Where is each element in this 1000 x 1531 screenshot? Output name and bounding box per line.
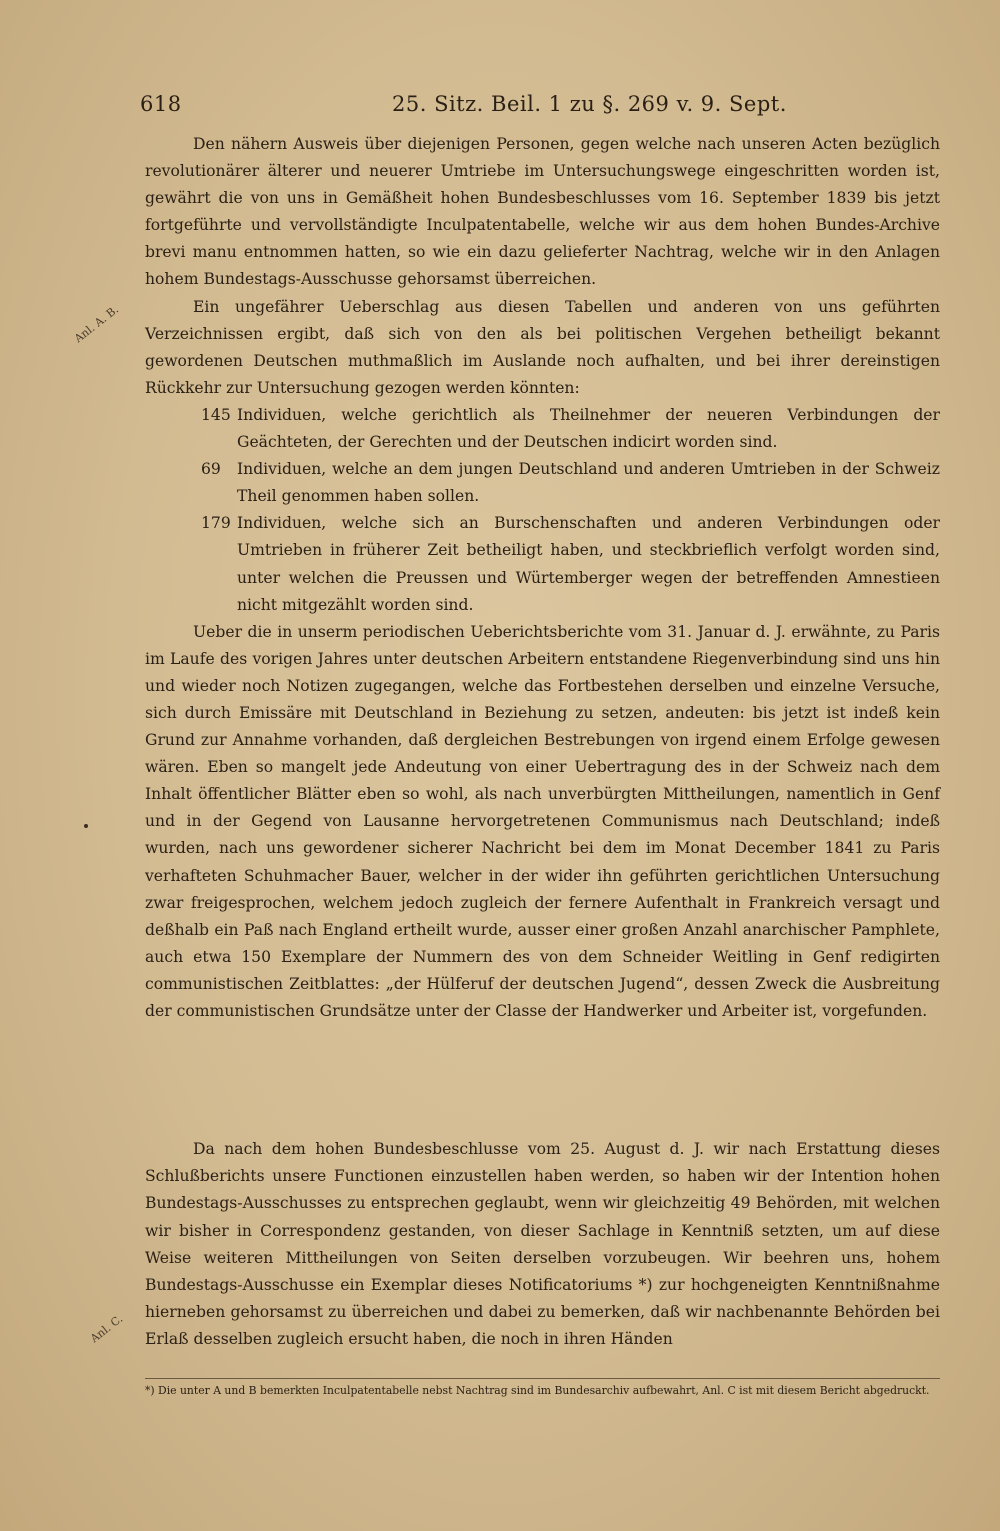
count-number: 69 — [201, 460, 221, 479]
closing-text — [145, 1136, 940, 1354]
list-item — [145, 510, 940, 618]
count-number: 179 — [201, 514, 231, 533]
ink-mark — [84, 824, 88, 828]
list-item — [145, 402, 940, 456]
paragraph: Den nähern Ausweis über diejenigen Personen, gegen welche nach unseren Acten bezüglich revolutionärer älterer und neuerer Umtriebe im Untersuchungswege eingeschritten worden ist, gewährt die von uns in Gemäßheit hohen Bundesbeschlusses vom 16. September 1839 bis jetzt fortgeführte und vervollständigte Inculpatentabelle, welche wir aus dem hohen Bundes-Archive brevi manu entnommen hatten, so wie ein dazu gelieferter Nachtrag, welche wir in den Anlagen hohem Bundestags-Ausschusse gehorsamst überreichen. — [145, 135, 940, 289]
count-list — [145, 402, 940, 619]
list-item — [145, 456, 940, 510]
count-description: Individuen, welche an dem jungen Deutschland und anderen Umtrieben in der Schweiz Theil genommen haben sollen. — [237, 460, 940, 506]
footnote: *) Die unter A und B bemerkten Inculpatentabelle nebst Nachtrag sind im Bundesarchiv aufbewahrt, Anl. C ist mit diesem Bericht abgedruckt. — [145, 1378, 940, 1399]
count-description: Individuen, welche sich an Burschenschaften und anderen Verbindungen oder Umtrieben in früherer Zeit betheiligt haben, und steckbrieflich verfolgt worden sind, unter welchen die Preussen und Würtemberger wegen der betreffenden Amnestieen nicht mitgezählt worden sind. — [237, 514, 940, 614]
count-description: Individuen, welche gerichtlich als Theilnehmer der neueren Verbindungen der Geächteten, der Gerechten und der Deutschen indicirt worden sind. — [237, 405, 940, 452]
margin-note-annex-c: Anl. C. — [88, 1312, 126, 1346]
main-text — [145, 131, 940, 1025]
paragraph: Ueber die in unserm periodischen Ueberichtsberichte vom 31. Januar d. J. erwähnte, zu Paris im Laufe des vorigen Jahres unter deutschen Arbeitern entstandene Riegenverbindung sind uns hin und wieder noch Notizen zugegangen, welche das Fortbestehen derselben und einzelne Versuche, sich durch Emissäre mit Deutschland in Beziehung zu setzen, andeuten: bis jetzt ist indeß kein Grund zur Annahme vorhanden, daß dergleichen Bestrebungen von irgend einem Erfolge gewesen wären. Eben so mangelt jede Andeutung von einer Uebertragung des in der Schweiz nach dem Inhalt öffentlicher Blätter eben so wohl, als nach unverbürgten Mittheilungen, namentlich in Genf und in der Gegend von Lausanne hervorgetretenen Communismus nach Deutschland; indeß wurden, nach uns gewordener sicherer Nachricht bei dem im Monat December 1841 zu Paris verhafteten Schuhmacher Bauer, welcher in der wider ihn geführten gerichtlichen Untersuchung zwar freigesprochen, welchem jedoch zugleich der fernere Aufenthalt in Frankreich versagt und deßhalb ein Paß nach England ertheilt wurde, ausser einer großen Anzahl anarchischer Pamphlete, auch etwa 150 Exemplare der Nummern des von dem Schneider Weitling in Genf redigirten communistischen Zeitblattes: „der Hülferuf der deutschen Jugend“, dessen Zweck die Ausbreitung der communistischen Grundsätze unter der Classe der Handwerker und Arbeiter ist, vorgefunden. — [145, 622, 940, 1020]
paragraph: Da nach dem hohen Bundesbeschlusse vom 25. August d. J. wir nach Erstattung dieses Schlußberichts unsere Functionen einzustellen haben werden, so haben wir der Intention hohen Bundestags-Ausschusses zu entsprechen geglaubt, wenn wir gleichzeitig 49 Behörden, mit welchen wir bisher in Correspondenz gestanden, von dieser Sachlage in Kenntniß setzten, um auf diese Weise weiteren Mittheilungen von Seiten derselben vorzubeugen. Wir beehren uns, hohem Bundestags-Ausschusse ein Exemplar dieses Notificatoriums *) zur hochgeneigten Kenntnißnahme hierneben gehorsamst zu überreichen und dabei zu bemerken, daß wir nachbenannte Behörden bei Erlaß desselben zugleich ersucht haben, die noch in ihren Händen — [145, 1140, 940, 1349]
count-number: 145 — [201, 405, 231, 424]
paragraph: Ein ungefährer Ueberschlag aus diesen Tabellen und anderen von uns geführten Verzeichnissen ergibt, daß sich von den als bei politischen Vergehen betheiligt bekannt gewordenen Deutschen muthmaßlich im Auslande noch aufhalten, und bei ihrer dereinstigen Rückkehr zur Untersuchung gezogen werden könnten: — [145, 297, 940, 397]
running-head: 25. Sitz. Beil. 1 zu §. 269 v. 9. Sept. — [392, 92, 787, 116]
page-number: 618 — [140, 92, 182, 116]
margin-note-annex-ab: Anl. A. B. — [72, 302, 122, 346]
page-header — [140, 92, 940, 122]
